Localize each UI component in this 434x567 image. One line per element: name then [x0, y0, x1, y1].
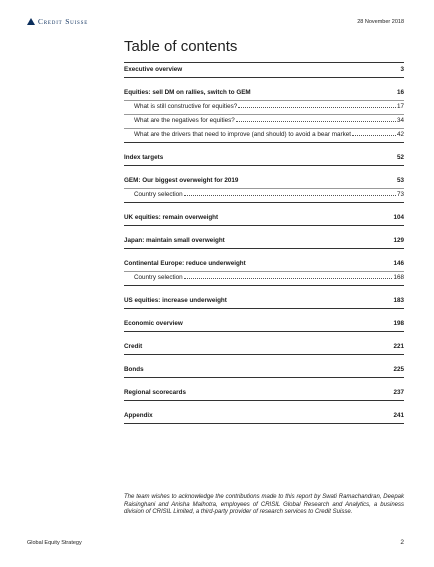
dot-leader	[184, 195, 396, 196]
toc-entry[interactable]	[124, 257, 404, 271]
acknowledgement-text: The team wishes to acknowledge the contributions made to this report by Swati Ramachandran, Deepak Raisinghani and Anisha Malhotra, employees of CRISIL Global Research and Analytics, a business division of CRISIL Limited, a third-party provider of research services to Credit Suisse.	[124, 494, 404, 515]
toc-entry-label: US equities: increase underweight	[124, 297, 227, 304]
toc-entry-page: 198	[393, 320, 404, 327]
toc-entry-page: 34	[396, 117, 404, 124]
toc-section	[124, 86, 404, 143]
dot-leader	[352, 135, 396, 136]
toc-subentry[interactable]	[124, 128, 404, 142]
toc-entry-page: 237	[393, 389, 404, 396]
toc-entry-label: What is still constructive for equities?	[134, 103, 238, 110]
toc-section	[124, 211, 404, 226]
toc-entry-page: 241	[393, 412, 404, 419]
brand-name: Credit Suisse	[38, 17, 89, 26]
toc-entry-page: 225	[393, 366, 404, 373]
toc-entry[interactable]	[124, 234, 404, 248]
toc-entry-page: 168	[393, 274, 404, 281]
toc-entry-page: 53	[396, 177, 404, 184]
toc-entry-label: Economic overview	[124, 320, 183, 327]
toc-section	[124, 257, 404, 286]
toc-entry[interactable]	[124, 409, 404, 423]
toc-entry-label: Appendix	[124, 412, 153, 419]
toc-entry-page: 73	[396, 191, 404, 198]
toc-entry[interactable]	[124, 340, 404, 354]
toc-entry-page: 221	[393, 343, 404, 350]
toc-entry-label: Country selection	[134, 274, 183, 281]
report-date: 28 November 2018	[357, 19, 404, 25]
toc-entry-label: UK equities: remain overweight	[124, 214, 219, 221]
toc-entry[interactable]	[124, 211, 404, 225]
toc-entry[interactable]	[124, 294, 404, 308]
footer-report-name: Global Equity Strategy	[27, 540, 82, 546]
toc-entry[interactable]	[124, 174, 404, 188]
toc-entry-page: 104	[393, 214, 404, 221]
toc-section	[124, 294, 404, 309]
toc-entry-page: 16	[396, 89, 404, 96]
brand-logo	[27, 17, 88, 26]
toc-entry[interactable]	[124, 386, 404, 400]
page-number: 2	[400, 539, 404, 546]
toc-entry-page: 42	[396, 131, 404, 138]
toc-entry-label: GEM: Our biggest overweight for 2019	[124, 177, 239, 184]
toc-entry-label: Credit	[124, 343, 143, 350]
table-of-contents	[124, 62, 404, 432]
toc-section	[124, 234, 404, 249]
toc-section	[124, 386, 404, 401]
toc-subentry[interactable]	[124, 100, 404, 114]
dot-leader	[184, 278, 393, 279]
toc-entry-label: Executive overview	[124, 66, 183, 73]
toc-entry-label: Index targets	[124, 154, 164, 161]
toc-section	[124, 340, 404, 355]
toc-entry[interactable]	[124, 86, 404, 100]
toc-subentry[interactable]	[124, 114, 404, 128]
dot-leader	[238, 107, 396, 108]
sail-icon	[27, 18, 35, 25]
toc-entry-label: Country selection	[134, 191, 183, 198]
toc-entry-page: 183	[393, 297, 404, 304]
toc-entry-label: Continental Europe: reduce underweight	[124, 260, 246, 267]
toc-entry[interactable]	[124, 63, 404, 77]
toc-section	[124, 409, 404, 424]
toc-entry-page: 52	[396, 154, 404, 161]
toc-subentry[interactable]	[124, 188, 404, 202]
toc-entry[interactable]	[124, 151, 404, 165]
toc-entry-label: Japan: maintain small overweight	[124, 237, 225, 244]
toc-section	[124, 363, 404, 378]
toc-entry[interactable]	[124, 317, 404, 331]
toc-entry[interactable]	[124, 363, 404, 377]
toc-entry-label: Equities: sell DM on rallies, switch to GEM	[124, 89, 251, 96]
toc-entry-label: What are the drivers that need to improve (and should) to avoid a bear market	[134, 131, 352, 138]
toc-section	[124, 151, 404, 166]
toc-section	[124, 174, 404, 203]
toc-entry-page: 129	[393, 237, 404, 244]
dot-leader	[236, 121, 396, 122]
toc-section	[124, 317, 404, 332]
page-title: Table of contents	[124, 38, 238, 55]
toc-entry-page: 3	[400, 66, 404, 73]
toc-subentry[interactable]	[124, 271, 404, 285]
toc-entry-label: Bonds	[124, 366, 144, 373]
toc-entry-label: What are the negatives for equities?	[134, 117, 235, 124]
toc-entry-page: 17	[396, 103, 404, 110]
toc-entry-label: Regional scorecards	[124, 389, 186, 396]
toc-section	[124, 62, 404, 78]
toc-entry-page: 146	[393, 260, 404, 267]
